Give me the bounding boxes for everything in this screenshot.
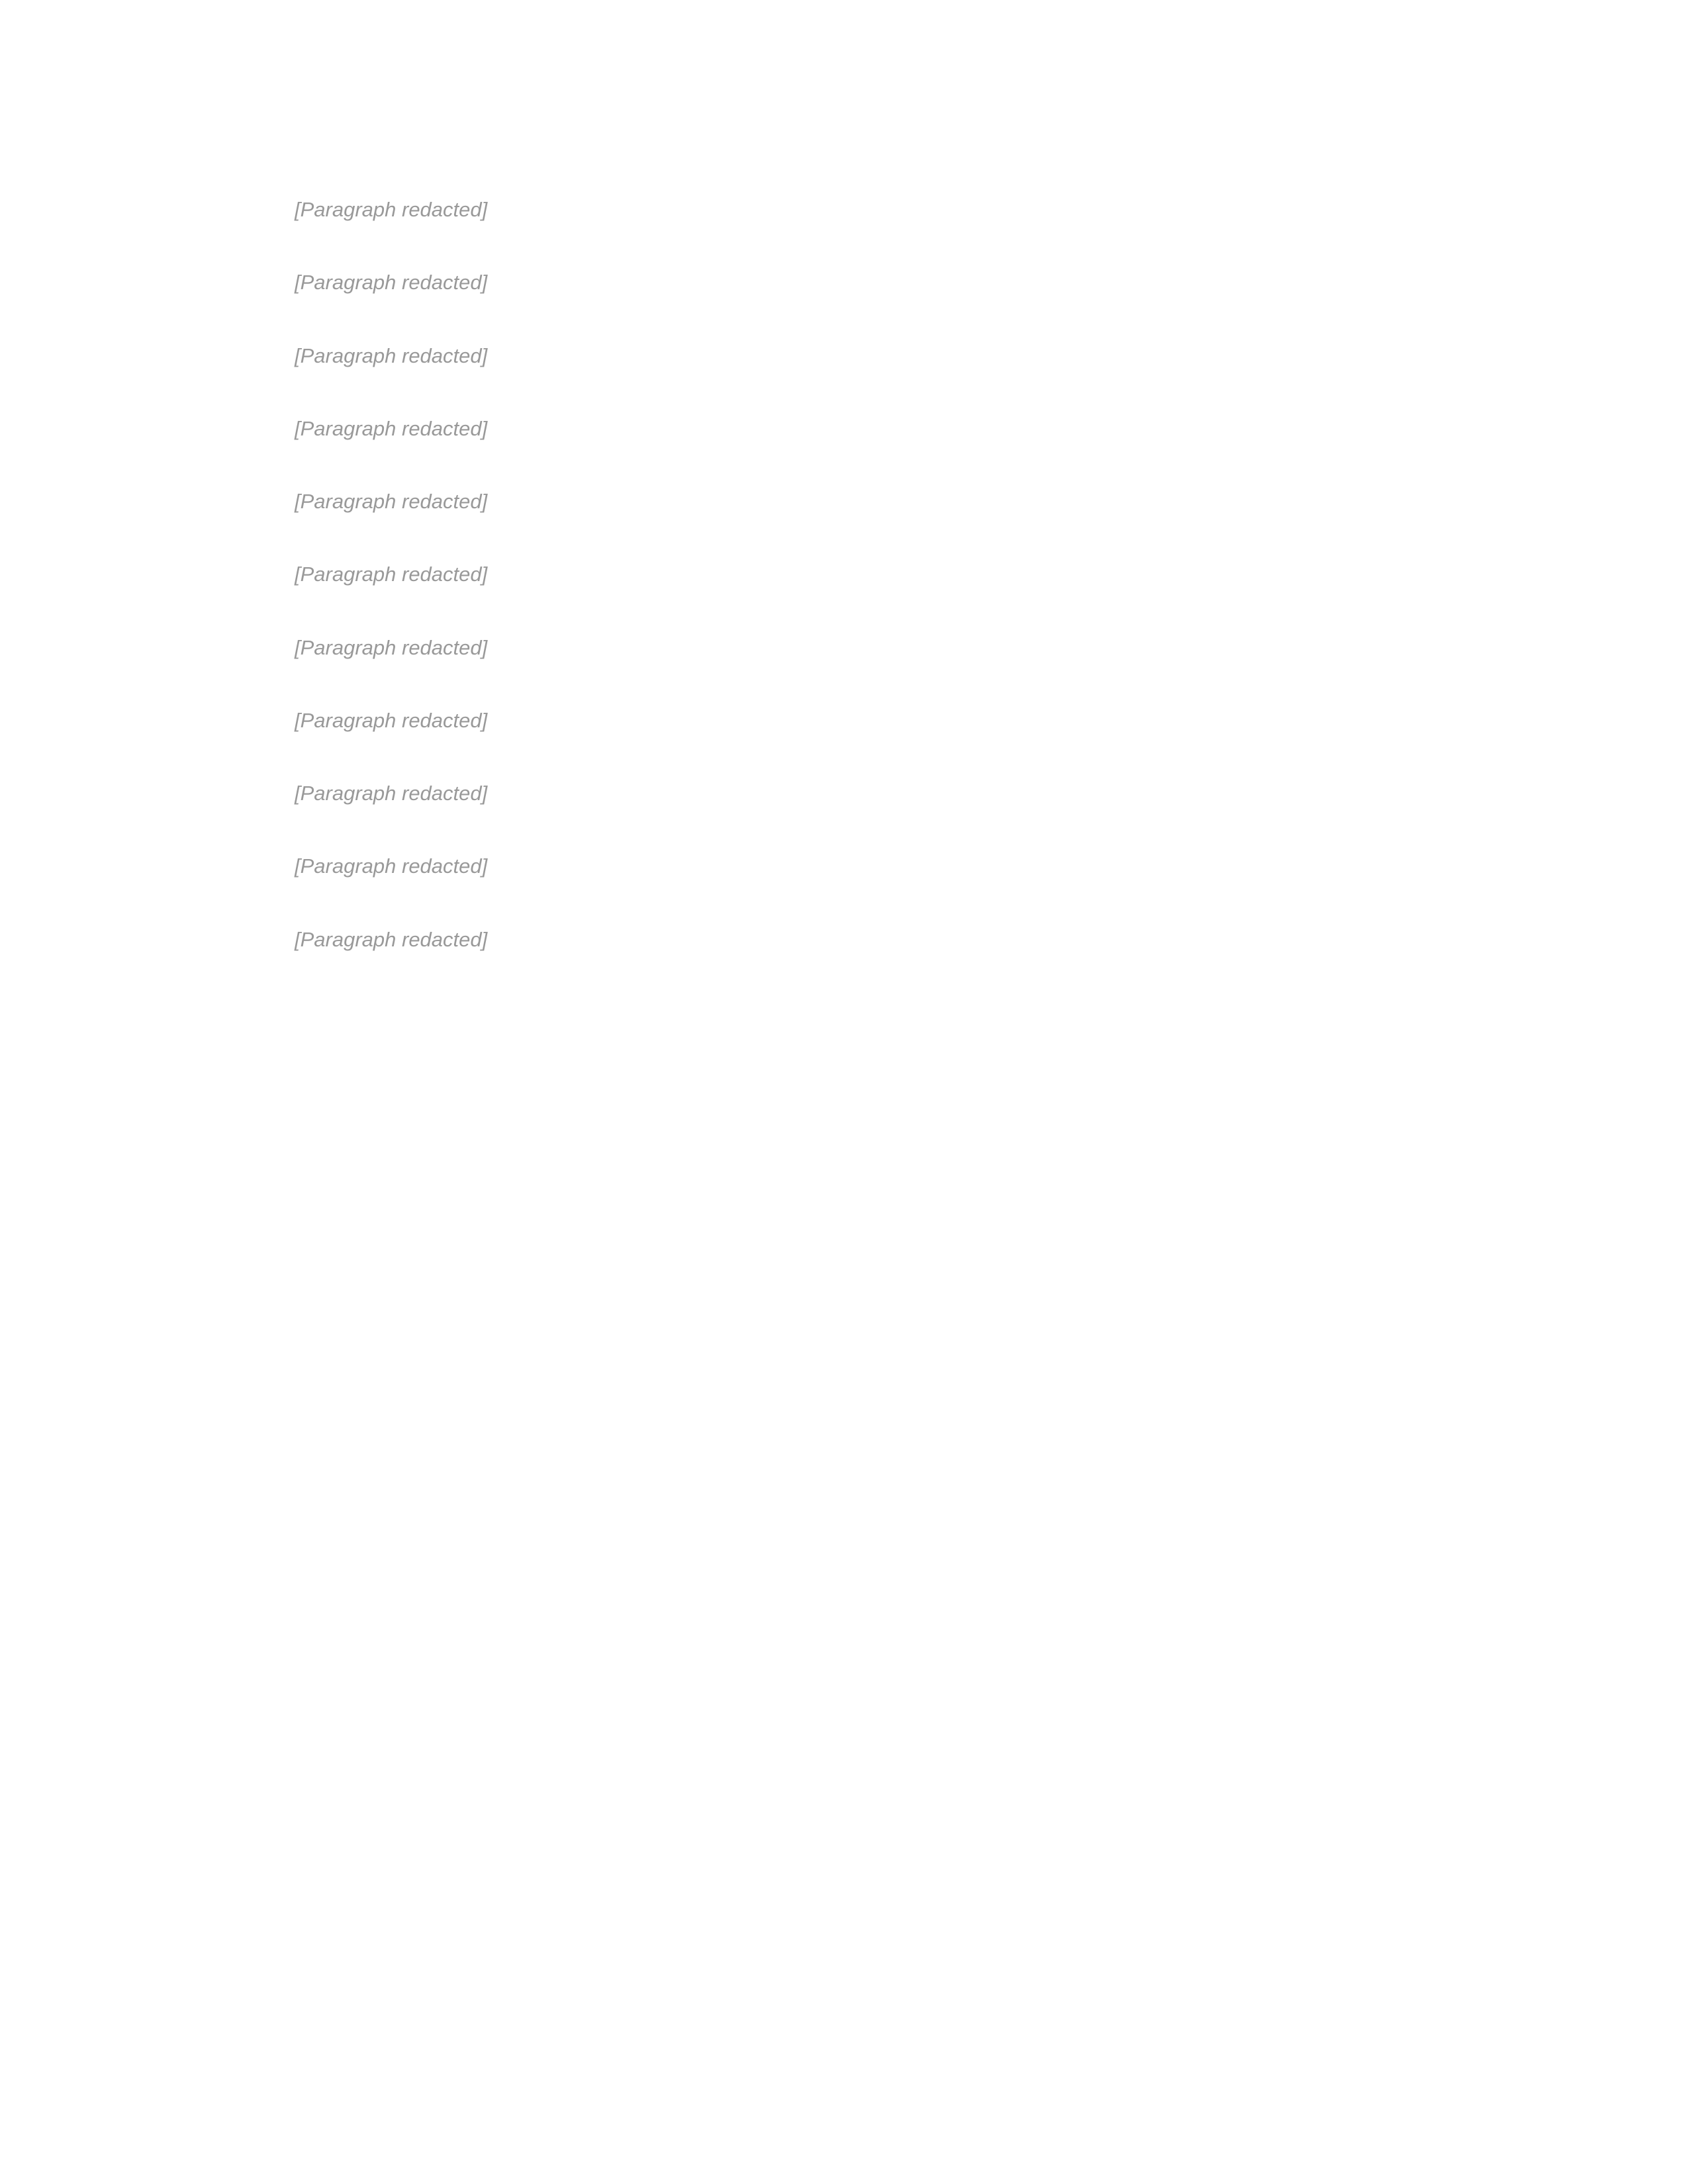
paragraph: [Paragraph redacted]: [295, 271, 488, 295]
paragraph: [Paragraph redacted]: [295, 635, 488, 659]
paragraph: [Paragraph redacted]: [295, 563, 488, 586]
paragraph: [Paragraph redacted]: [295, 198, 488, 221]
paragraph: [Paragraph redacted]: [295, 854, 488, 878]
paragraph: [Paragraph redacted]: [295, 927, 488, 951]
paragraph: [Paragraph redacted]: [295, 490, 488, 513]
paragraph-list: [195, 192, 1493, 958]
paragraph: [Paragraph redacted]: [295, 343, 488, 367]
paragraph: [Paragraph redacted]: [295, 782, 488, 805]
paragraph: [Paragraph redacted]: [295, 416, 488, 440]
paragraph: [Paragraph redacted]: [295, 708, 488, 732]
